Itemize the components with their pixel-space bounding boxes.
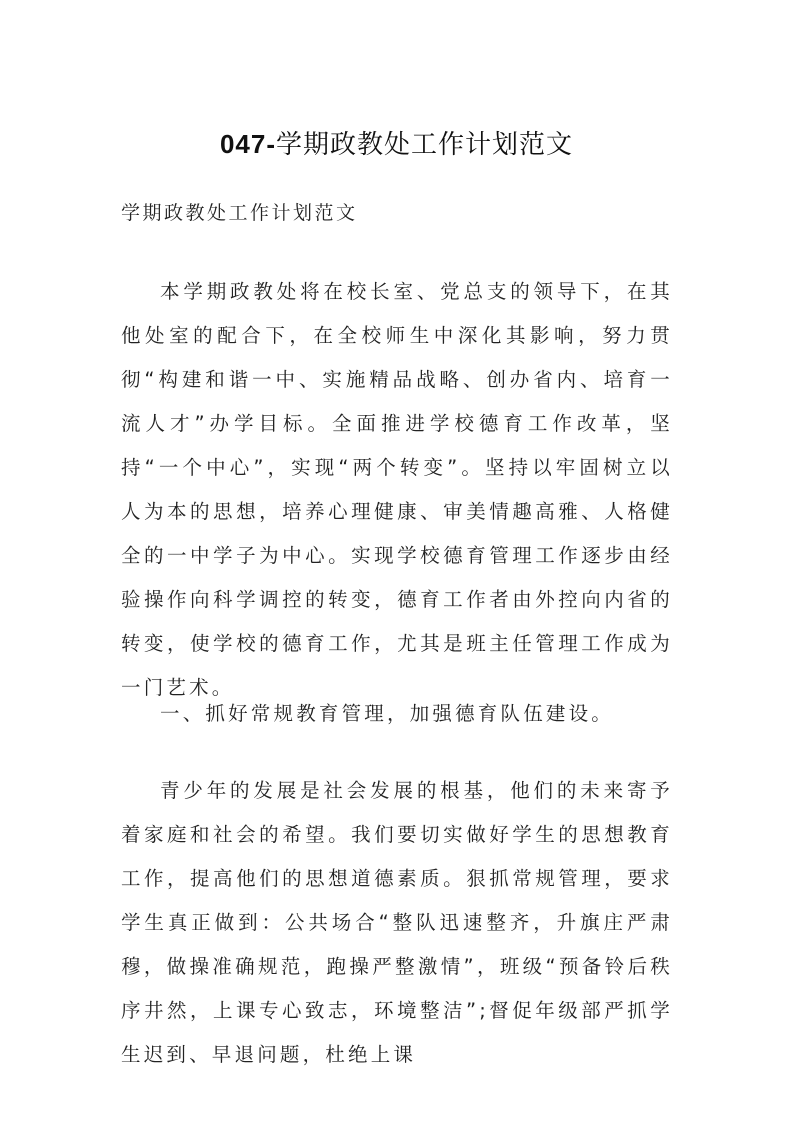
- document-title: [0, 126, 793, 163]
- body-paragraph-section-1: [121, 769, 673, 1077]
- section-heading-text: 一、抓好常规教育管理，加强德育队伍建设。: [160, 702, 615, 725]
- document-subtitle: 学期政教处工作计划范文: [121, 202, 358, 224]
- title-text: 学期政教处工作计划范文: [276, 130, 574, 160]
- body-paragraph-intro: [121, 270, 673, 710]
- paragraph-text: 青少年的发展是社会发展的根基，他们的未来寄予着家庭和社会的希望。我们要切实做好学生的思想教育工作，提高他们的思想道德素质。狠抓常规管理，要求学生真正做到：公共场合“整队迅速整齐，升旗庄严肃穆，做操准确规范，跑操严整激情”，班级“预备铃后秩序井然，上课专心致志，环境整洁”;督促年级部严抓学生迟到、早退问题，杜绝上课: [121, 779, 673, 1066]
- title-number: 047-: [219, 129, 277, 159]
- paragraph-text: 本学期政教处将在校长室、党总支的领导下，在其他处室的配合下，在全校师生中深化其影响，努力贯彻“构建和谐一中、实施精品战略、创办省内、培育一流人才”办学目标。全面推进学校德育工作改革，坚持“一个中心”，实现“两个转变”。坚持以牢固树立以人为本的思想，培养心理健康、审美情趣高雅、人格健全的一中学子为中心。实现学校德育管理工作逐步由经验操作向科学调控的转变，德育工作者由外控向内省的转变，使学校的德育工作，尤其是班主任管理工作成为一门艺术。: [121, 280, 673, 699]
- section-heading-1: [121, 692, 673, 736]
